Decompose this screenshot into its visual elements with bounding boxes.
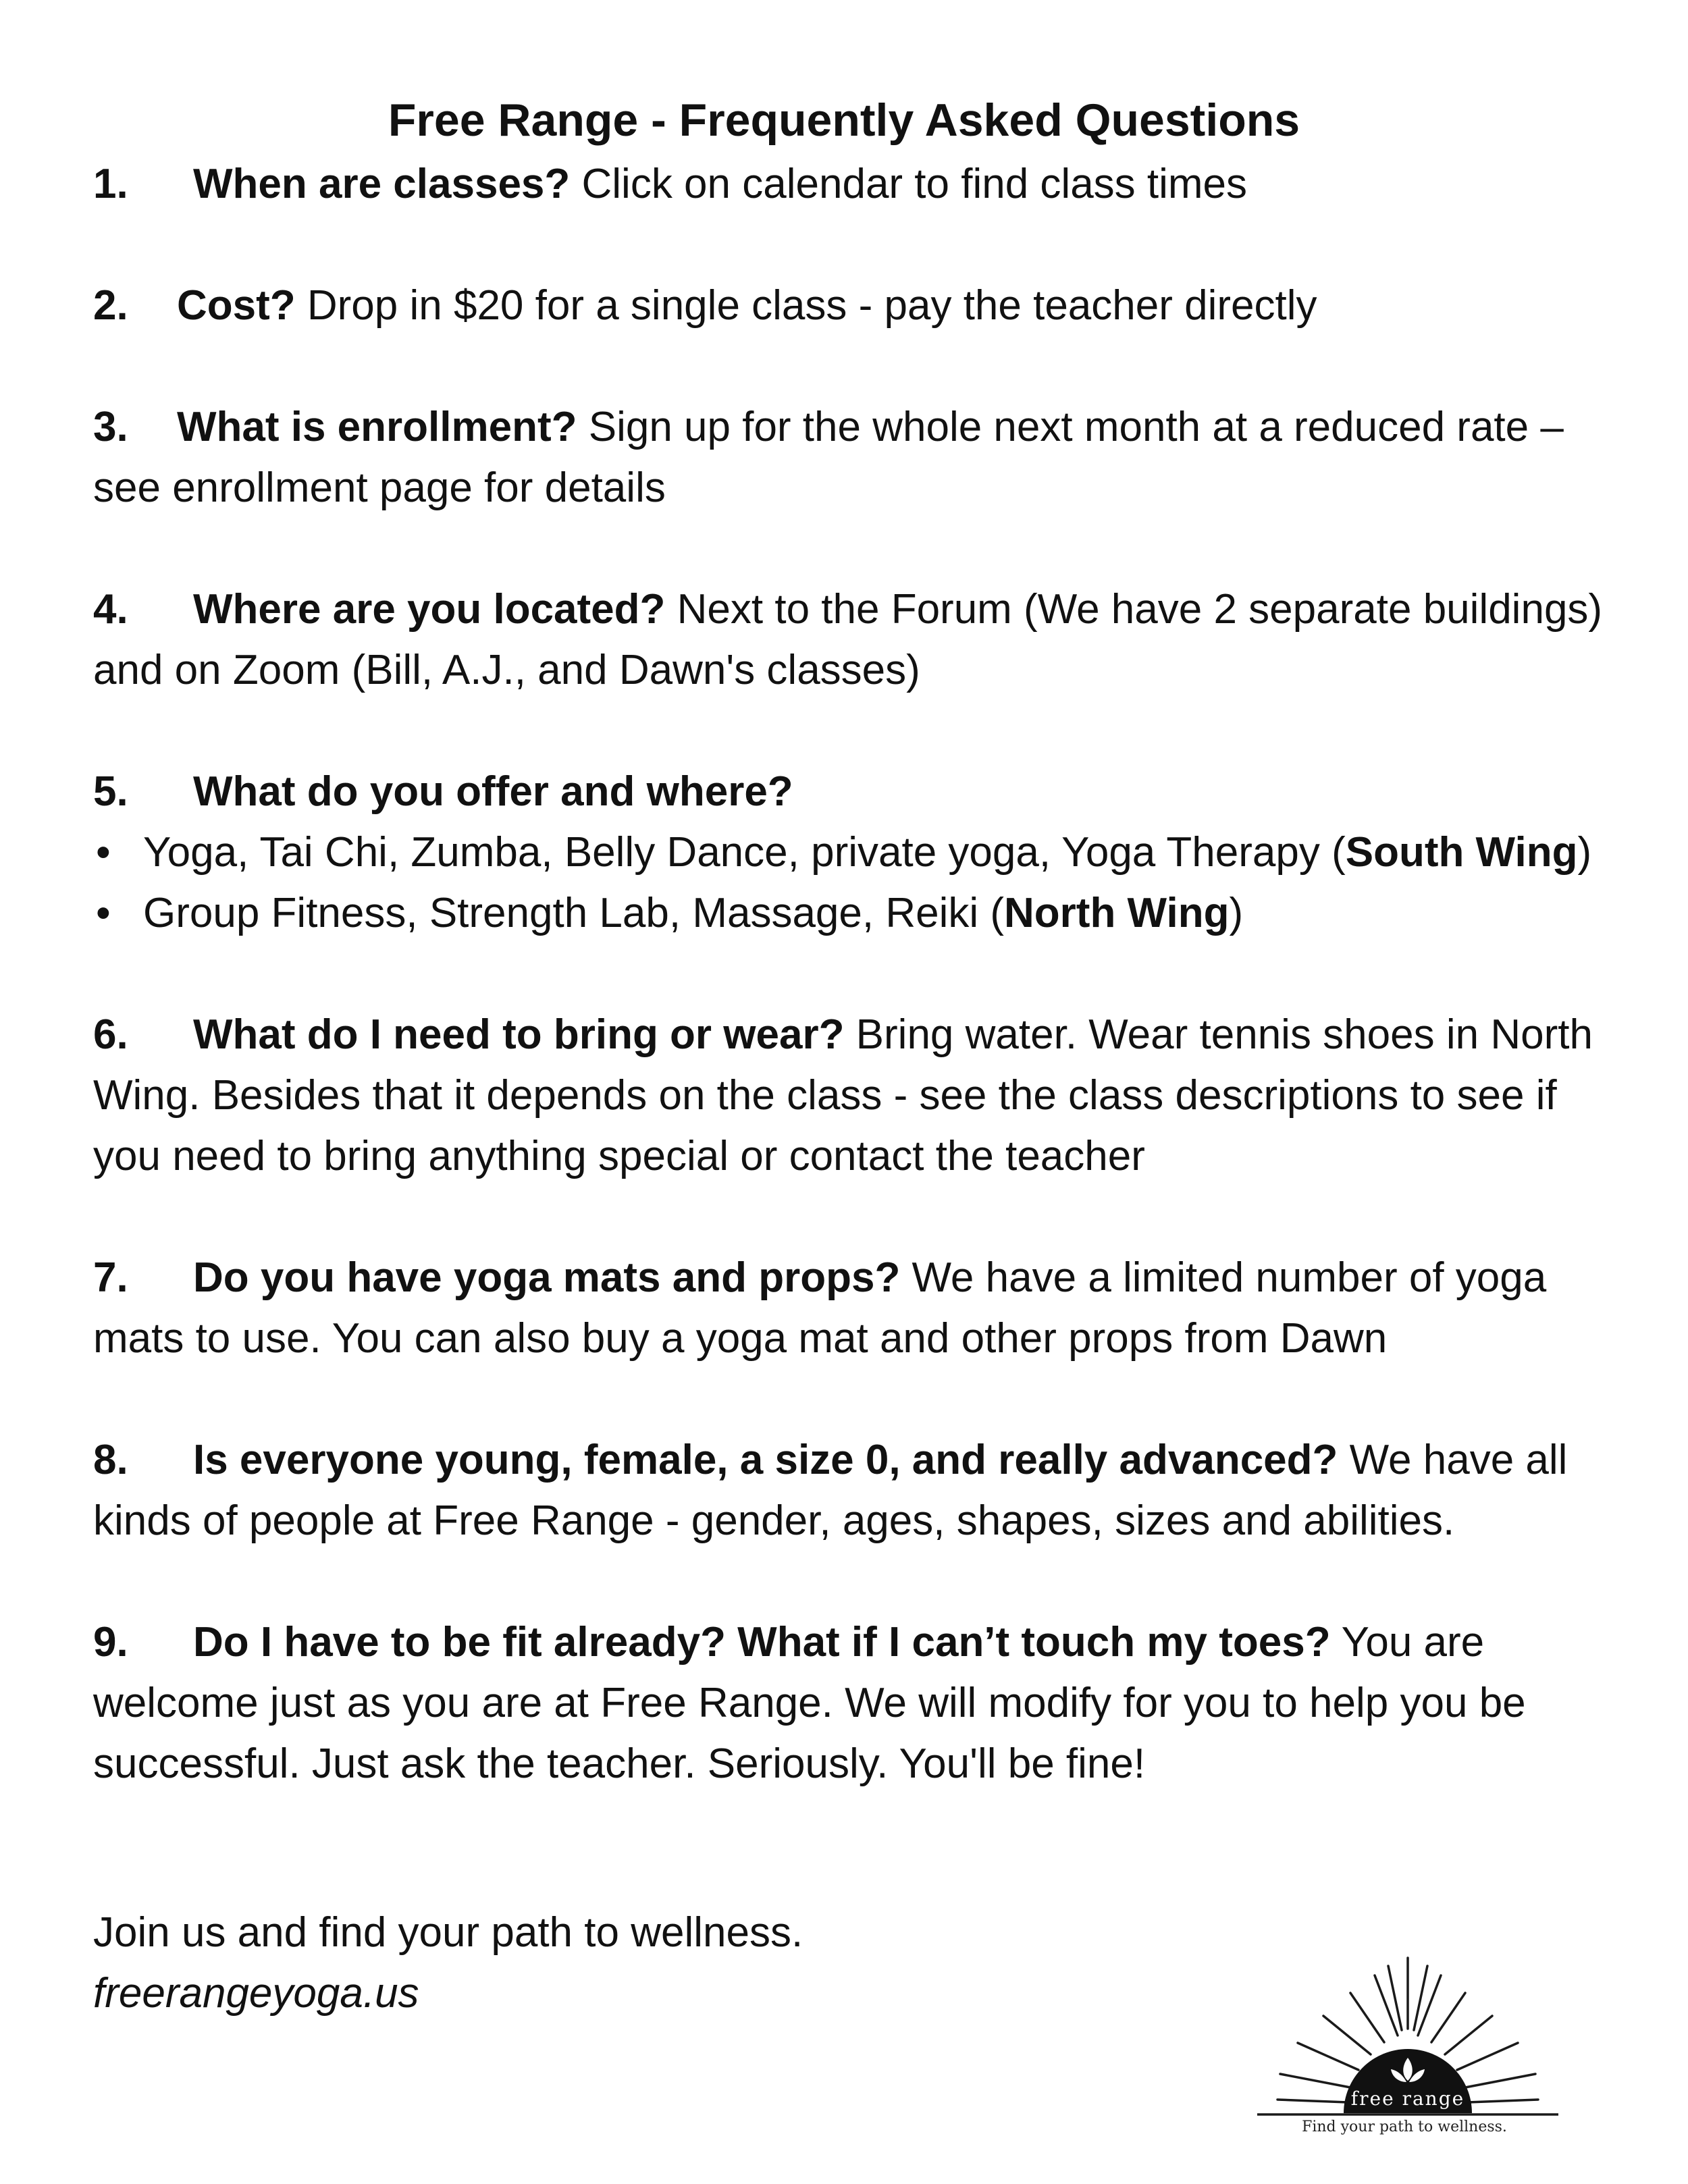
faq-number: 2.: [93, 282, 128, 329]
logo-tagline: Find your path to wellness.: [1302, 2119, 1507, 2135]
offering-text: Yoga, Tai Chi, Zumba, Belly Dance, private yoga, Yoga Therapy (: [143, 829, 1346, 876]
faq-question: What is enrollment?: [177, 404, 577, 450]
faq-question: Do I have to be fit already? What if I can’t touch my toes?: [193, 1619, 1331, 1666]
faq-question: Do you have yoga mats and props?: [193, 1254, 901, 1301]
offering-close: ): [1229, 890, 1244, 936]
faq-item-3: [93, 397, 1606, 518]
faq-number: 9.: [93, 1619, 128, 1666]
faq-question: When are classes?: [193, 161, 571, 207]
faq-number: 8.: [93, 1437, 128, 1483]
faq-answer: We have all kinds of people at Free Range - gender, ages, shapes, sizes and abilities.: [93, 1437, 1568, 1544]
faq-item-4: [93, 579, 1606, 701]
logo-wordmark: free range: [1350, 2087, 1465, 2110]
faq-question: Where are you located?: [193, 586, 666, 633]
faq-answer: Sign up for the whole next month at a reduced rate – see enrollment page for details: [93, 404, 1564, 511]
offering-close: ): [1577, 829, 1592, 876]
offering-location: North Wing: [1004, 890, 1230, 936]
faq-question: What do I need to bring or wear?: [193, 1011, 845, 1058]
faq-item-6: [93, 1005, 1606, 1187]
faq-item-9: [93, 1612, 1606, 1794]
faq-item-5: [93, 762, 1606, 944]
offerings-list: [93, 822, 1606, 944]
website-link[interactable]: freerangeyoga.us: [93, 1970, 419, 2017]
faq-number: 7.: [93, 1254, 128, 1301]
faq-question: Cost?: [177, 282, 296, 329]
offering-text: Group Fitness, Strength Lab, Massage, Reiki (: [143, 890, 1005, 936]
faq-item-2: [93, 275, 1606, 336]
faq-answer: You are welcome just as you are at Free Range. We will modify for you to help you be successful. Just ask the teacher. Seriously. You'll be fine!: [93, 1619, 1526, 1787]
faq-number: 1.: [93, 161, 128, 207]
page-title: Free Range - Frequently Asked Questions: [388, 94, 1300, 146]
faq-answer: Click on calendar to find class times: [570, 161, 1248, 207]
closing-block: [93, 1902, 803, 2024]
faq-number: 5.: [93, 768, 128, 815]
faq-question: What do you offer and where?: [193, 768, 793, 815]
faq-number: 6.: [93, 1011, 128, 1058]
faq-number: 3.: [93, 404, 128, 450]
faq-question: Is everyone young, female, a size 0, and really advanced?: [193, 1437, 1338, 1483]
faq-answer: Next to the Forum (We have 2 separate buildings) and on Zoom (Bill, A.J., and Dawn's classes): [93, 586, 1603, 693]
faq-answer: We have a limited number of yoga mats to use. You can also buy a yoga mat and other props from Dawn: [93, 1254, 1547, 1362]
faq-item-8: [93, 1430, 1606, 1551]
faq-item-1: [93, 154, 1606, 215]
offering-bullet-south-wing: [93, 822, 1606, 883]
faq-answer: Drop in $20 for a single class - pay the teacher directly: [295, 282, 1317, 329]
faq-item-7: [93, 1248, 1606, 1369]
offering-bullet-north-wing: [93, 883, 1606, 944]
faq-list: [93, 154, 1606, 1855]
closing-line: Join us and find your path to wellness.: [93, 1909, 803, 1956]
offering-location: South Wing: [1345, 829, 1578, 876]
faq-answer: Bring water. Wear tennis shoes in North Wing. Besides that it depends on the class - see the class descriptions to see if you need to bring anything special or contact the teacher: [93, 1011, 1593, 1179]
faq-number: 4.: [93, 586, 128, 633]
